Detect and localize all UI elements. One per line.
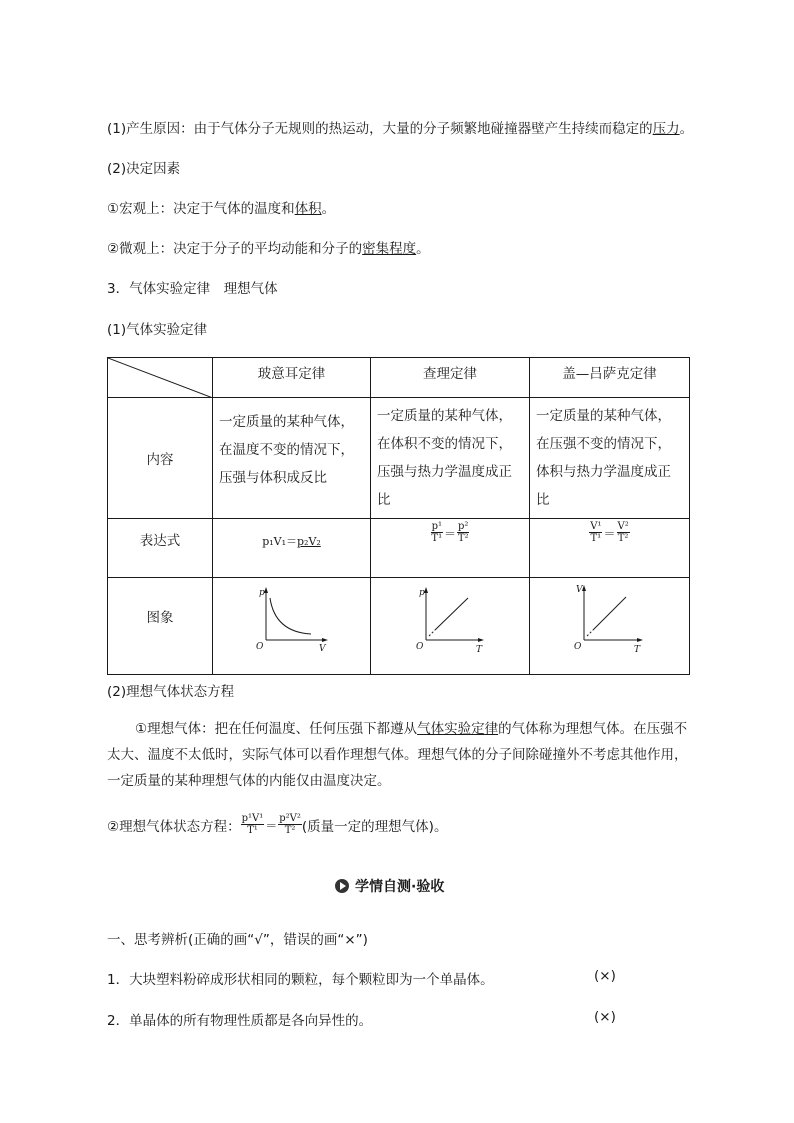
ideal-eq-sign: ＝	[265, 818, 278, 833]
table-row-expression	[108, 519, 690, 578]
macro-prefix: ①宏观上：决定于气体的温度和	[107, 201, 295, 217]
table-row-graph	[108, 578, 690, 675]
boyle-y-label: p	[259, 588, 265, 598]
charles-origin: O	[416, 642, 424, 652]
gay-origin: O	[574, 642, 582, 652]
question-1: 1．大块塑料粉碎成形状相同的颗粒，每个颗粒即为一个单晶体。	[107, 972, 494, 988]
row-label-expression: 表达式	[108, 519, 213, 578]
charles-den1: T¹	[431, 533, 443, 544]
micro-prefix: ②微观上：决定于分子的平均动能和分子的	[107, 241, 363, 257]
diagonal-corner-cell	[108, 358, 213, 398]
micro-suffix: 。	[416, 241, 430, 257]
cause-suffix: 。	[679, 121, 694, 137]
answer-1: (×)	[594, 968, 616, 984]
ideal-eq-line	[107, 813, 447, 837]
diagonal-line	[108, 358, 213, 398]
cause-line	[107, 117, 693, 137]
factors-heading: (2)决定因素	[107, 161, 181, 177]
graph-boyle-cell	[213, 578, 371, 675]
header-charles: 查理定律	[371, 358, 530, 398]
table-header-row	[108, 358, 690, 398]
charles-x-label: T	[476, 645, 483, 655]
macro-suffix: 。	[321, 201, 336, 217]
gay-eq: ＝	[603, 526, 616, 541]
gay-x-label: T	[634, 645, 641, 655]
cause-underlined: 压力	[652, 121, 680, 137]
boyle-x-label: V	[319, 644, 326, 654]
ideal-para-suffix: 的气体称为理想气体。在压强不太大、温度不太低时，实际气体可以看作理想气体。理想气体的分子间除碰撞外不考虑其他作用，一定质量的某种理想气体的内能仅由温度决定。	[107, 721, 688, 789]
ideal-eq-label: ②理想气体状态方程：	[107, 819, 241, 835]
content-gay-lussac: 一定质量的某种气体，在压强不变的情况下，体积与热力学温度成正比	[530, 398, 690, 519]
graph-charles	[371, 578, 530, 674]
gay-frac-1	[589, 521, 602, 545]
self-test-title	[335, 876, 444, 896]
ideal-para-prefix: ①理想气体：把在任何温度、任何压强下都遵从	[135, 721, 418, 737]
header-boyle: 玻意耳定律	[213, 358, 371, 398]
header-gay-lussac: 盖—吕萨克定律	[530, 358, 690, 398]
table-row-content	[108, 398, 690, 519]
boyle-expr-left: p₁V₁＝	[262, 535, 297, 548]
cause-prefix: (1)产生原因：由于气体分子无规则的热运动，大量的分子频繁地碰撞器壁产生持续而稳定的	[107, 121, 653, 137]
content-boyle: 一定质量的某种气体，在温度不变的情况下，压强与体积成反比	[213, 398, 371, 519]
gay-y-label: V	[576, 585, 583, 595]
self-test-title-text: 学情自测·验收	[355, 879, 445, 895]
graph-gay-lussac	[530, 578, 690, 674]
charles-num2: p²	[458, 521, 469, 532]
micro-underlined: 密集程度	[362, 241, 417, 257]
ideal-num2: p²V²	[279, 813, 301, 824]
gay-den2: T²	[617, 533, 629, 544]
ideal-den1: T¹	[247, 825, 258, 836]
gay-num1: V¹	[590, 521, 602, 532]
expr-charles	[371, 519, 530, 578]
row-label-graph: 图象	[108, 578, 213, 675]
charles-num1: p¹	[431, 521, 442, 532]
ideal-gas-paragraph	[107, 716, 689, 794]
gay-num2: V²	[617, 521, 629, 532]
expr-boyle	[213, 519, 371, 578]
charles-eq: ＝	[443, 526, 456, 541]
charles-den2: T²	[457, 533, 469, 544]
gas-laws-heading: (1)气体实验定律	[107, 322, 208, 338]
ideal-gas-heading: (2)理想气体状态方程	[107, 684, 235, 700]
q-heading: 一、思考辨析(正确的画“√”，错误的画“×”)	[107, 932, 368, 948]
macro-line	[107, 197, 335, 217]
ideal-frac-1	[241, 813, 265, 837]
graph-gay-cell	[530, 578, 690, 675]
expr-gay-lussac	[530, 519, 690, 578]
row-label-content: 内容	[108, 398, 213, 519]
ideal-num1: p¹V¹	[241, 813, 264, 824]
play-circle-icon	[335, 879, 349, 893]
graph-charles-cell	[371, 578, 530, 675]
question-2: 2．单晶体的所有物理性质都是各向异性的。	[107, 1013, 373, 1029]
micro-line	[107, 237, 430, 257]
gay-frac-2	[617, 521, 630, 545]
gay-den1: T¹	[590, 533, 602, 544]
content-charles: 一定质量的某种气体，在体积不变的情况下，压强与热力学温度成正比	[371, 398, 530, 519]
gas-laws-table	[107, 357, 690, 675]
ideal-para-underlined: 气体实验定律	[417, 721, 499, 737]
charles-y-label: p	[419, 588, 425, 598]
ideal-eq-suffix: (质量一定的理想气体)。	[301, 819, 448, 835]
boyle-origin: O	[256, 642, 264, 652]
section3-heading: 3．气体实验定律 理想气体	[107, 281, 278, 297]
charles-frac-1	[431, 521, 443, 545]
macro-underlined: 体积	[294, 201, 322, 217]
boyle-expr-right: p₂V₂	[297, 535, 321, 548]
ideal-den2: T²	[284, 825, 296, 836]
ideal-frac-2	[278, 813, 302, 837]
charles-frac-2	[457, 521, 469, 545]
graph-boyle	[213, 578, 371, 674]
answer-2: (×)	[594, 1009, 616, 1025]
